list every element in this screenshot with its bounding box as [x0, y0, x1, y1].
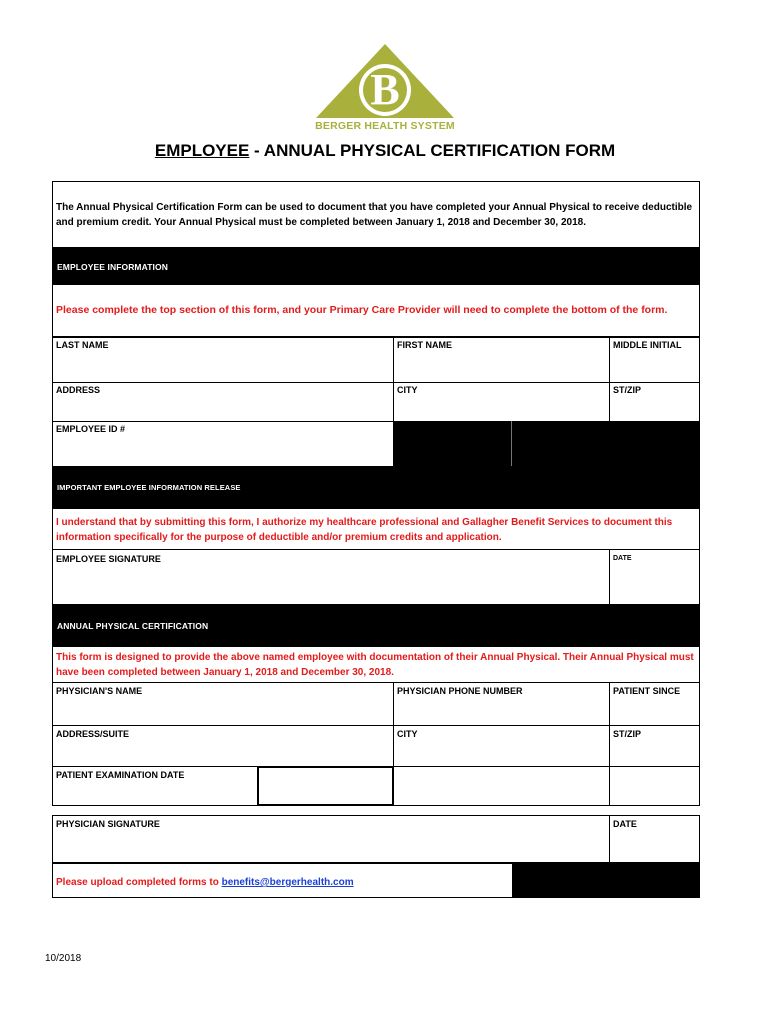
blocked-cell [393, 421, 512, 467]
exam-date-field[interactable] [52, 766, 258, 806]
city-field[interactable] [393, 382, 610, 422]
physician-signature-label: PHYSICIAN SIGNATURE [56, 819, 160, 829]
intro-box [52, 181, 700, 248]
release-statement: I understand that by submitting this form, I authorize my healthcare professional and Gallagher Benefit Services to document this information specifically for the purpose of deductible and/or premium credits and application. [56, 517, 673, 543]
patient-since-label: PATIENT SINCE [613, 686, 681, 696]
employee-date-field[interactable] [609, 549, 700, 605]
section-certification [52, 605, 700, 647]
physician-statement: This form is designed to provide the above named employee with documentation of their Annual Physical. Their Annual Physical must have been completed between January 1, 2018 and December 30, 2018. [56, 652, 694, 678]
physician-date-field[interactable] [609, 815, 700, 863]
page-title [0, 140, 770, 162]
physician-city-label: CITY [397, 729, 418, 739]
address-label: ADDRESS [56, 385, 101, 395]
employee-id-field[interactable] [52, 421, 394, 467]
physician-st-zip-field[interactable] [609, 725, 700, 767]
physician-phone-field[interactable] [393, 682, 610, 726]
last-name-field[interactable] [52, 337, 394, 383]
release-statement-box [52, 508, 700, 550]
last-name-label: LAST NAME [56, 340, 109, 350]
employee-signature-label: EMPLOYEE SIGNATURE [56, 554, 161, 564]
title-underlined: EMPLOYEE [154, 141, 250, 160]
section-release-label: IMPORTANT EMPLOYEE INFORMATION RELEASE [57, 483, 241, 492]
logo [312, 42, 458, 134]
employee-id-label: EMPLOYEE ID # [56, 424, 126, 434]
blocked-cell [512, 421, 700, 467]
empty-cell [609, 766, 700, 806]
form-version: 10/2018 [45, 953, 82, 964]
exam-date-value-field[interactable] [257, 766, 394, 806]
logo-letter: B [370, 65, 400, 114]
city-label: CITY [397, 385, 418, 395]
logo-name: BERGER HEALTH SYSTEM [315, 120, 455, 132]
employee-signature-field[interactable] [52, 549, 610, 605]
physician-name-label: PHYSICIAN'S NAME [56, 686, 143, 696]
employee-instruction-box [52, 284, 700, 337]
empty-cell [393, 766, 610, 806]
upload-box [52, 863, 513, 898]
address-field[interactable] [52, 382, 394, 422]
physician-city-field[interactable] [393, 725, 610, 767]
first-name-field[interactable] [393, 337, 610, 383]
upload-text-line [56, 875, 354, 890]
st-zip-field[interactable] [609, 382, 700, 422]
upload-text: Please upload completed forms to [56, 877, 222, 888]
section-employee-information-label: EMPLOYEE INFORMATION [57, 262, 168, 272]
physician-address-label: ADDRESS/SUITE [56, 729, 130, 739]
physician-st-zip-label: ST/ZIP [613, 729, 642, 739]
blocked-cell [512, 863, 700, 898]
physician-statement-box [52, 646, 700, 683]
exam-date-label: PATIENT EXAMINATION DATE [56, 770, 185, 780]
middle-initial-field[interactable] [609, 337, 700, 383]
physician-address-field[interactable] [52, 725, 394, 767]
middle-initial-label: MIDDLE INITIAL [613, 340, 682, 350]
physician-date-label: DATE [613, 819, 637, 829]
employee-date-label: DATE [613, 555, 632, 562]
physician-name-field[interactable] [52, 682, 394, 726]
st-zip-label: ST/ZIP [613, 385, 642, 395]
patient-since-field[interactable] [609, 682, 700, 726]
first-name-label: FIRST NAME [397, 340, 452, 350]
employee-instruction: Please complete the top section of this form, and your Primary Care Provider will need to complete the bottom of the form. [56, 304, 668, 316]
section-employee-information [52, 248, 700, 284]
title-rest: - ANNUAL PHYSICAL CERTIFICATION FORM [249, 141, 616, 160]
section-release [52, 466, 700, 508]
upload-email-link[interactable]: benefits@bergerhealth.com [221, 877, 354, 888]
physician-signature-field[interactable] [52, 815, 610, 863]
intro-text: The Annual Physical Certification Form can be used to document that you have completed your Annual Physical to receive deductible and premium credit. Your Annual Physical must be completed between January 1, 2018 and December 30, 2018. [56, 202, 693, 228]
physician-phone-label: PHYSICIAN PHONE NUMBER [397, 686, 523, 696]
section-certification-label: ANNUAL PHYSICAL CERTIFICATION [57, 621, 209, 631]
